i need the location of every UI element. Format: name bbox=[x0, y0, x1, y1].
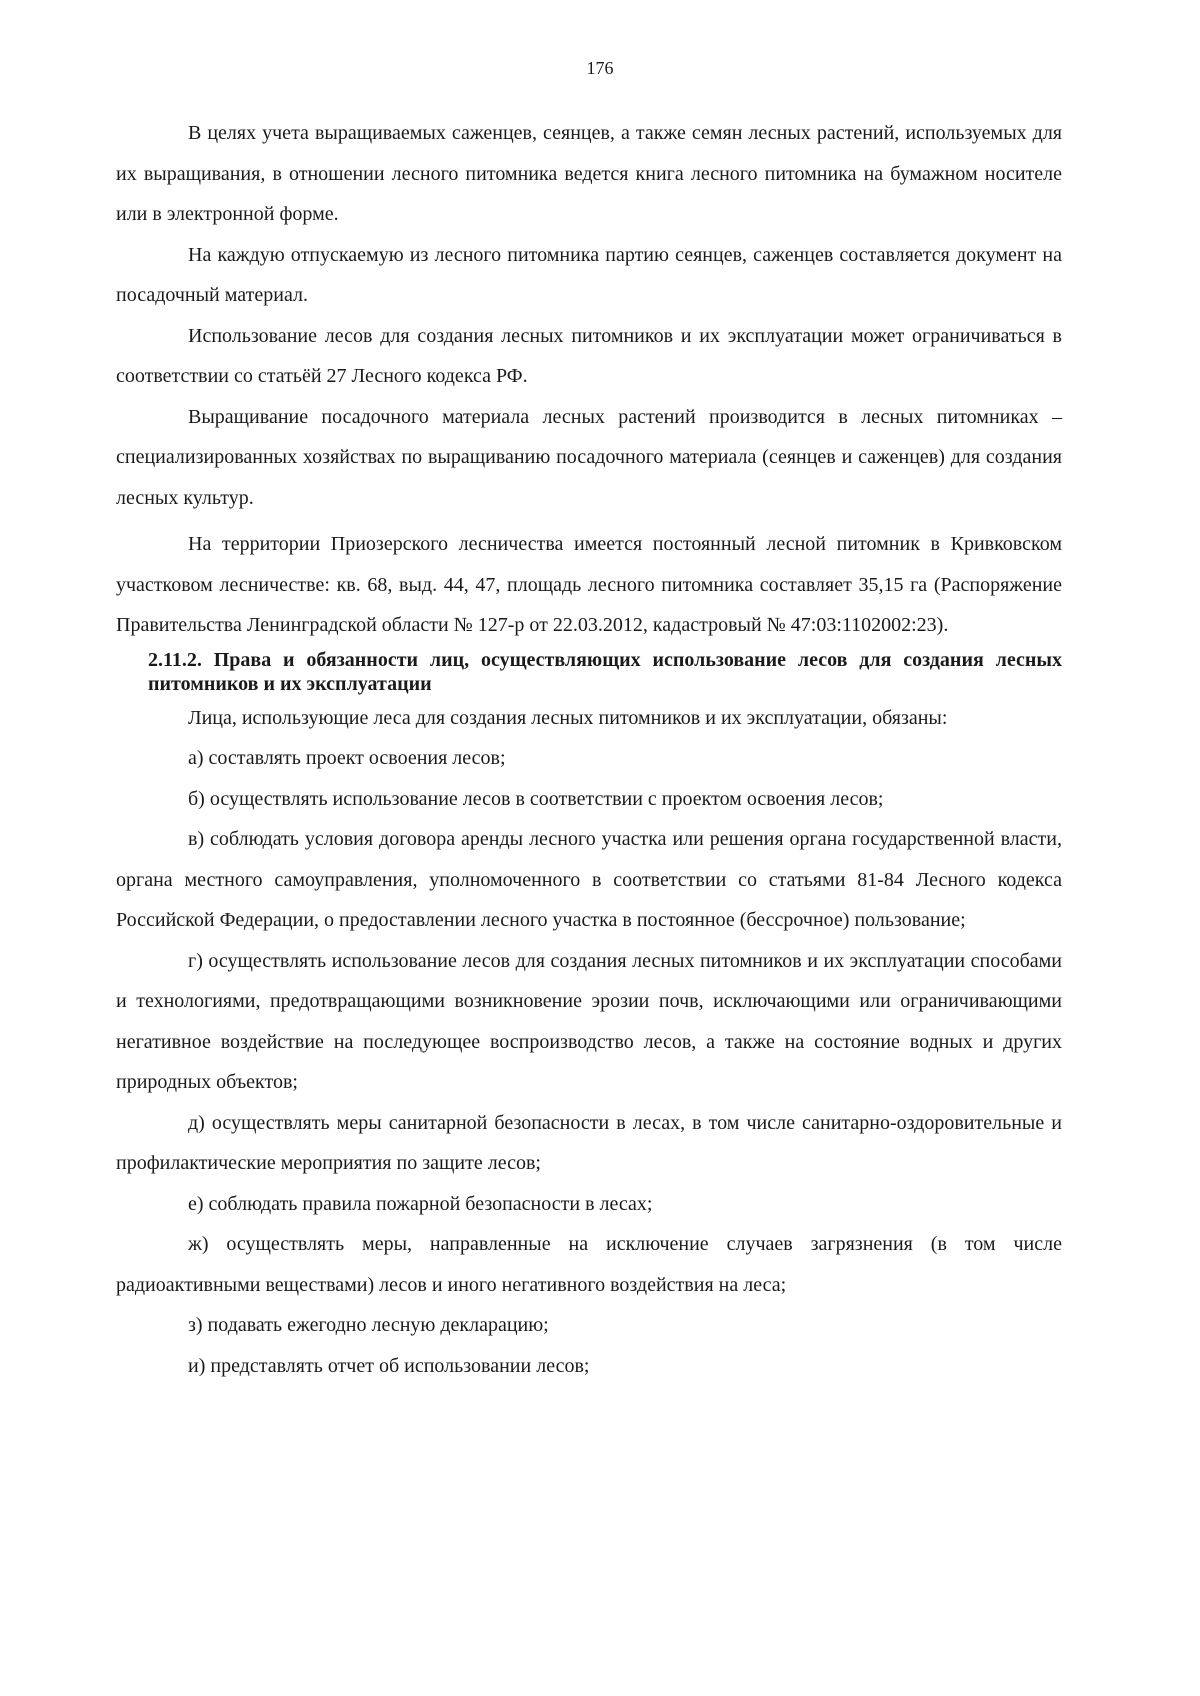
page-body bbox=[116, 113, 1062, 1386]
obligation-item: з) подавать ежегодно лесную декларацию; bbox=[188, 1314, 549, 1336]
paragraph-use-restriction: Использование лесов для создания лесных питомников и их эксплуатации может ограничиваться в соответствии со статьёй 27 Лесного кодекса РФ. bbox=[116, 324, 1062, 387]
section-heading: 2.11.2. Права и обязанности лиц, осуществляющих использование лесов для создания лесных питомников и их эксплуатации bbox=[148, 648, 1062, 695]
paragraph-planting-document: На каждую отпускаемую из лесного питомника партию сеянцев, саженцев составляется документ на посадочный материал. bbox=[116, 243, 1062, 306]
obligation-item: б) осуществлять использование лесов в соответствии с проектом освоения лесов; bbox=[188, 787, 884, 810]
obligation-item: г) осуществлять использование лесов для создания лесных питомников и их эксплуатации способами и технологиями, предотвращающими возникновение эрозии почв, исключающими или ограничивающими негативное воздействие на последующее воспроизводство лесов, а также на состояние водных и других природных объектов; bbox=[116, 949, 1062, 1093]
obligations-intro: Лица, использующие леса для создания лесных питомников и их эксплуатации, обязаны: bbox=[188, 706, 948, 729]
obligation-item: и) представлять отчет об использовании лесов; bbox=[188, 1354, 590, 1377]
paragraph-seedling-book: В целях учета выращиваемых саженцев, сеянцев, а также семян лесных растений, используемых для их выращивания, в отношении лесного питомника ведется книга лесного питомника на бумажном носителе или в электронной форме. bbox=[116, 122, 1062, 225]
obligation-item: д) осуществлять меры санитарной безопасности в лесах, в том числе санитарно-оздоровительные и профилактические мероприятия по защите лесов; bbox=[116, 1111, 1062, 1174]
obligation-item: а) составлять проект освоения лесов; bbox=[188, 747, 506, 769]
obligation-item: в) соблюдать условия договора аренды лесного участка или решения органа государственной власти, органа местного самоуправления, уполномоченного в соответствии со статьями 81-84 Лесного кодекса Российской Федерации, о предоставлении лесного участка в постоянное (бессрочное) пользование; bbox=[116, 828, 1062, 931]
obligation-item: е) соблюдать правила пожарной безопасности в лесах; bbox=[188, 1192, 653, 1215]
paragraph-nurseries-definition: Выращивание посадочного материала лесных растений производится в лесных питомниках – специализированных хозяйствах по выращиванию посадочного материала (сеянцев и саженцев) для создания лесных культур. bbox=[116, 405, 1062, 509]
paragraph-priozersk-nursery: На территории Приозерского лесничества имеется постоянный лесной питомник в Кривковском участковом лесничестве: кв. 68, выд. 44, 47, площадь лесного питомника составляет 35,15 га (Распоряжение Правительства Ленинградской области № 127-р от 22.03.2012, кадастровый № 47:03:1102002:23). bbox=[116, 533, 1062, 636]
obligation-item: ж) осуществлять меры, направленные на исключение случаев загрязнения (в том числе радиоактивными веществами) лесов и иного негативного воздействия на леса; bbox=[116, 1233, 1062, 1296]
page-number: 176 bbox=[586, 58, 614, 78]
